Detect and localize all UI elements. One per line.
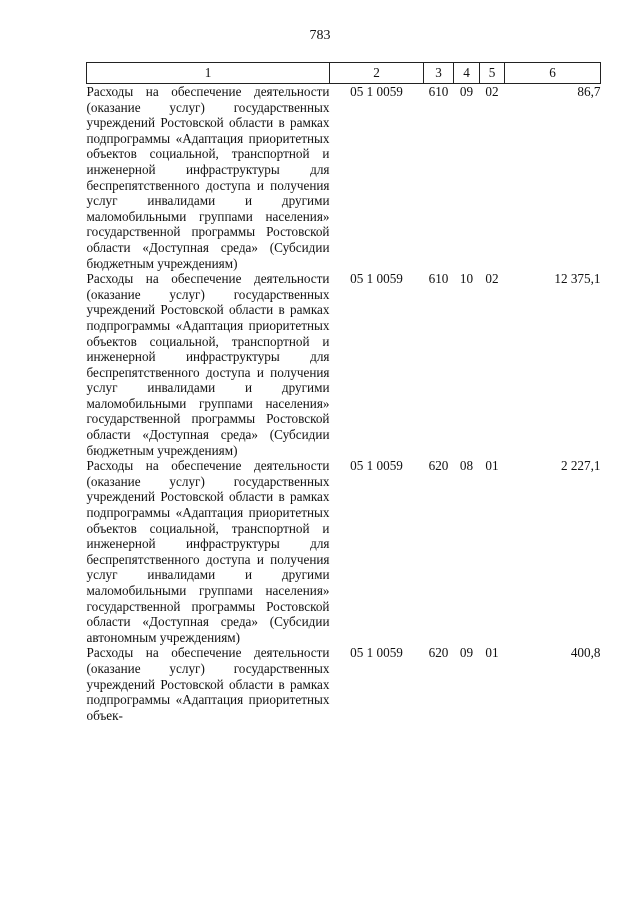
row-expense-type: 610 [428, 271, 449, 287]
row-subsection: 01 [485, 645, 499, 661]
row-expense-type: 610 [428, 84, 449, 99]
row-description: Расходы на обеспечение деятельности (оказание услуг) государственных учреждений Ростовской области в рамках подпрограммы «Адаптация приоритетных объектов социальной, транспортной и инженерной инфраструктуры для беспрепятственного доступа и получения услуг инвалидами и другими маломобильными группами населения» государственной программы Ростовской области «Доступная среда» (Субсидии бюджетным учреждениям) [86, 271, 330, 458]
row-amount: 86,7 [577, 84, 601, 99]
table-body [87, 84, 601, 724]
budget-table [86, 62, 601, 723]
row-subsection: 01 [485, 458, 499, 474]
header-col-3: 3 [424, 63, 454, 84]
row-amount: 2 227,1 [560, 458, 601, 474]
row-description: Расходы на обеспечение деятельности (оказание услуг) государственных учреждений Ростовской области в рамках подпрограммы «Адаптация приоритетных объектов социальной, транспортной и инженерной инфраструктуры для беспрепятственного доступа и получения услуг инвалидами и другими маломобильными группами населения» государственной программы Ростовской области «Доступная среда» (Субсидии автономным учреждениям) [86, 458, 330, 645]
row-amount: 12 375,1 [554, 271, 601, 287]
table-row [87, 271, 601, 458]
row-subsection: 02 [485, 84, 499, 99]
header-col-1: 1 [87, 63, 330, 84]
table-row [87, 458, 601, 645]
header-col-4: 4 [454, 63, 480, 84]
header-col-2: 2 [330, 63, 424, 84]
row-target-code: 05 1 0059 [350, 84, 403, 99]
row-description: Расходы на обеспечение деятельности (оказание услуг) государственных учреждений Ростовской области в рамках подпрограммы «Адаптация приоритетных объек- [86, 645, 330, 723]
row-target-code: 05 1 0059 [350, 458, 403, 474]
header-col-6: 6 [505, 63, 601, 84]
row-section: 10 [459, 271, 474, 287]
row-expense-type: 620 [428, 645, 449, 661]
table-row [87, 645, 601, 723]
table-header [87, 63, 601, 84]
row-section: 09 [459, 645, 474, 661]
table-row [87, 84, 601, 272]
row-subsection: 02 [485, 271, 499, 287]
page-number: 783 [309, 28, 331, 43]
row-target-code: 05 1 0059 [350, 645, 403, 661]
row-section: 08 [459, 458, 474, 474]
row-description: Расходы на обеспечение деятельности (оказание услуг) государственных учреждений Ростовской области в рамках подпрограммы «Адаптация приоритетных объектов социальной, транспортной и инженерной инфраструктуры для беспрепятственного доступа и получения услуг инвалидами и другими маломобильными группами населения» государственной программы Ростовской области «Доступная среда» (Субсидии бюджетным учреждениям) [86, 84, 330, 271]
header-row [87, 63, 601, 84]
row-amount: 400,8 [570, 645, 601, 661]
row-expense-type: 620 [428, 458, 449, 474]
row-section: 09 [459, 84, 474, 99]
header-col-5: 5 [480, 63, 505, 84]
row-target-code: 05 1 0059 [350, 271, 403, 287]
